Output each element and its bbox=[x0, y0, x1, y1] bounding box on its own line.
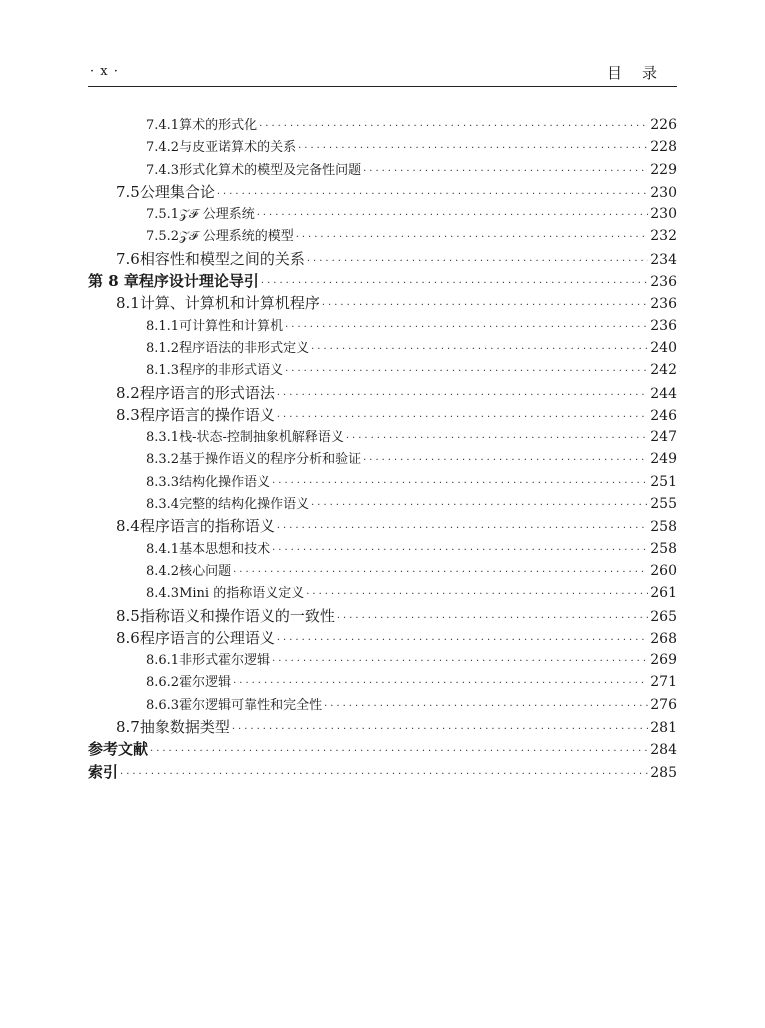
toc-entry-title: 霍尔逻辑可靠性和完全性 bbox=[179, 697, 323, 713]
toc-entry[interactable] bbox=[88, 627, 677, 649]
toc-entry-page: 281 bbox=[650, 720, 677, 737]
toc-entry[interactable] bbox=[88, 493, 677, 515]
toc-entry-page: 242 bbox=[650, 362, 677, 379]
table-of-contents bbox=[88, 114, 677, 783]
toc-entry[interactable] bbox=[88, 448, 677, 470]
toc-entry-page: 271 bbox=[650, 674, 677, 691]
toc-entry-page: 276 bbox=[650, 696, 677, 713]
toc-entry-page: 265 bbox=[650, 608, 677, 625]
toc-entry-title: 𝒵ℱ 公理系统的模型 bbox=[179, 229, 294, 245]
toc-entry[interactable] bbox=[88, 225, 677, 247]
toc-entry-number: 7.4.3 bbox=[146, 162, 180, 178]
leader-dots bbox=[277, 390, 648, 401]
toc-entry-page: 232 bbox=[650, 228, 677, 245]
leader-dots bbox=[311, 500, 648, 511]
toc-entry-page: 246 bbox=[650, 407, 677, 424]
toc-entry-title: 𝒵ℱ 公理系统 bbox=[179, 207, 255, 223]
toc-entry-page: 268 bbox=[650, 630, 677, 647]
toc-entry[interactable] bbox=[88, 426, 677, 448]
toc-entry-number: 8.3 bbox=[116, 405, 140, 424]
leader-dots bbox=[277, 412, 648, 423]
toc-entry-page: 236 bbox=[650, 317, 677, 334]
toc-entry-title: 算术的形式化 bbox=[179, 118, 258, 133]
toc-chapter-title: 程序设计理论导引 bbox=[138, 272, 259, 291]
leader-dots bbox=[150, 746, 648, 757]
toc-entry-number: 8.1.1 bbox=[146, 318, 180, 334]
toc-entry-page: 255 bbox=[650, 496, 677, 513]
toc-entry-title: 程序的非形式语义 bbox=[179, 363, 284, 379]
toc-entry[interactable] bbox=[88, 515, 677, 537]
toc-entry-page: 260 bbox=[650, 562, 677, 579]
toc-entry[interactable] bbox=[88, 538, 677, 560]
toc-entry[interactable] bbox=[88, 159, 677, 181]
toc-entry-page: 244 bbox=[650, 385, 677, 402]
leader-dots bbox=[272, 478, 648, 489]
leader-dots bbox=[298, 143, 648, 154]
toc-entry-title: 栈-状态-控制抽象机解释语义 bbox=[179, 430, 344, 446]
toc-entry-number: 8.1.2 bbox=[146, 340, 180, 356]
toc-entry-number: 8.6.1 bbox=[146, 653, 180, 669]
leader-dots bbox=[120, 769, 648, 780]
toc-entry-page: 258 bbox=[650, 540, 677, 557]
leader-dots bbox=[311, 344, 648, 355]
toc-backmatter-entry[interactable] bbox=[88, 738, 677, 760]
toc-entry[interactable] bbox=[88, 716, 677, 738]
leader-dots bbox=[363, 455, 648, 466]
toc-entry-number: 8.3.4 bbox=[146, 497, 180, 513]
toc-entry-number: 8.4.2 bbox=[146, 563, 180, 579]
toc-entry[interactable] bbox=[88, 337, 677, 359]
leader-dots bbox=[306, 589, 648, 600]
toc-entry-page: 226 bbox=[650, 117, 677, 133]
toc-entry-page: 258 bbox=[650, 519, 677, 536]
toc-entry[interactable] bbox=[88, 649, 677, 671]
toc-entry-page: 247 bbox=[650, 429, 677, 446]
leader-dots bbox=[217, 189, 648, 200]
leader-dots bbox=[285, 366, 648, 377]
toc-entry[interactable] bbox=[88, 136, 677, 158]
toc-entry-number: 7.4.1 bbox=[146, 118, 180, 133]
leader-dots bbox=[233, 678, 648, 689]
toc-entry[interactable] bbox=[88, 560, 677, 582]
toc-entry[interactable] bbox=[88, 605, 677, 627]
toc-entry-number: 8.1.3 bbox=[146, 363, 180, 379]
leader-dots bbox=[257, 210, 649, 221]
toc-entry-number: 8.1 bbox=[116, 294, 140, 313]
leader-dots bbox=[307, 256, 648, 267]
toc-entry-page: 230 bbox=[650, 206, 677, 223]
leader-dots bbox=[272, 656, 648, 667]
toc-entry-number: 8.3.3 bbox=[146, 474, 180, 490]
running-header-page-number: · x · bbox=[90, 64, 119, 79]
toc-entry[interactable] bbox=[88, 114, 677, 136]
toc-entry-page: 229 bbox=[650, 161, 677, 178]
leader-dots bbox=[285, 322, 648, 333]
toc-entry-page: 236 bbox=[650, 296, 677, 313]
toc-entry[interactable] bbox=[88, 315, 677, 337]
leader-dots bbox=[272, 545, 648, 556]
toc-entry-page: 240 bbox=[650, 339, 677, 356]
leader-dots bbox=[322, 300, 648, 311]
toc-entry-page: 269 bbox=[650, 652, 677, 669]
toc-entry-number: 7.4.2 bbox=[146, 140, 180, 156]
toc-entry-title: 基于操作语义的程序分析和验证 bbox=[179, 452, 362, 468]
toc-entry-page: 261 bbox=[650, 585, 677, 602]
toc-entry-number: 8.6 bbox=[116, 628, 140, 647]
toc-entry-page: 236 bbox=[650, 274, 677, 291]
toc-entry[interactable] bbox=[88, 694, 677, 716]
toc-entry-title: 指称语义和操作语义的一致性 bbox=[139, 606, 335, 625]
toc-entry-number: 7.5.1 bbox=[146, 207, 180, 223]
toc-entry-title: 形式化算术的模型及完备性问题 bbox=[179, 162, 362, 178]
toc-entry[interactable] bbox=[88, 359, 677, 381]
toc-entry-page: 285 bbox=[650, 764, 677, 781]
toc-entry[interactable] bbox=[88, 181, 677, 203]
toc-entry-number: 7.5 bbox=[116, 182, 140, 201]
toc-entry-title: 基本思想和技术 bbox=[179, 541, 271, 557]
toc-entry-title: 可计算性和计算机 bbox=[179, 318, 284, 334]
toc-entry-number: 8.4.3 bbox=[146, 586, 180, 602]
toc-entry-title: 结构化操作语义 bbox=[179, 474, 271, 490]
toc-entry-page: 228 bbox=[650, 139, 677, 156]
toc-entry-title: 完整的结构化操作语义 bbox=[179, 497, 310, 513]
toc-entry[interactable] bbox=[88, 404, 677, 426]
leader-dots bbox=[259, 121, 648, 132]
running-header-title: 目录 bbox=[606, 64, 677, 82]
leader-dots bbox=[363, 166, 648, 177]
toc-entry-number: 8.3.2 bbox=[146, 452, 180, 468]
toc-entry-title: 参考文献 bbox=[88, 740, 149, 759]
toc-chapter-number: 第 8 章 bbox=[88, 272, 139, 291]
leader-dots bbox=[346, 433, 648, 444]
toc-entry-number: 8.6.3 bbox=[146, 697, 180, 713]
toc-entry-title: 非形式霍尔逻辑 bbox=[179, 653, 271, 669]
toc-chapter-entry[interactable] bbox=[88, 270, 677, 292]
toc-entry[interactable] bbox=[88, 471, 677, 493]
toc-entry[interactable] bbox=[88, 203, 677, 225]
toc-entry-page: 251 bbox=[650, 473, 677, 490]
toc-entry-title: 相容性和模型之间的关系 bbox=[139, 249, 305, 268]
toc-entry[interactable] bbox=[88, 292, 677, 314]
toc-entry-title: 程序语言的形式语法 bbox=[139, 383, 275, 402]
toc-entry-number: 8.2 bbox=[116, 383, 140, 402]
leader-dots bbox=[277, 523, 648, 534]
toc-entry[interactable] bbox=[88, 671, 677, 693]
toc-entry-title: 霍尔逻辑 bbox=[179, 675, 232, 691]
toc-entry-number: 8.7 bbox=[116, 718, 140, 737]
toc-entry-number: 8.4.1 bbox=[146, 541, 180, 557]
toc-entry-title: 程序语言的操作语义 bbox=[139, 405, 275, 424]
toc-entry-title: 程序语言的公理语义 bbox=[139, 628, 275, 647]
toc-entry-number: 7.6 bbox=[116, 249, 140, 268]
leader-dots bbox=[296, 232, 649, 243]
toc-entry-number: 8.6.2 bbox=[146, 675, 180, 691]
toc-entry[interactable] bbox=[88, 582, 677, 604]
toc-entry-title: 公理集合论 bbox=[139, 182, 215, 201]
toc-entry-title: 核心问题 bbox=[179, 563, 232, 579]
toc-entry[interactable] bbox=[88, 382, 677, 404]
toc-entry-number: 8.4 bbox=[116, 517, 140, 536]
toc-entry-title: 计算、计算机和计算机程序 bbox=[139, 294, 320, 313]
toc-entry-page: 230 bbox=[650, 184, 677, 201]
toc-entry-title: Mini 的指称语义定义 bbox=[179, 586, 305, 602]
leader-dots bbox=[233, 567, 648, 578]
leader-dots bbox=[337, 613, 648, 624]
toc-entry-title: 程序语法的非形式定义 bbox=[179, 340, 310, 356]
leader-dots bbox=[277, 635, 648, 646]
toc-backmatter-entry[interactable] bbox=[88, 761, 677, 783]
toc-entry-number: 7.5.2 bbox=[146, 229, 180, 245]
toc-entry-page: 284 bbox=[650, 742, 677, 759]
leader-dots bbox=[261, 278, 648, 289]
leader-dots bbox=[232, 724, 648, 735]
leader-dots bbox=[324, 701, 648, 712]
toc-entry-number: 8.3.1 bbox=[146, 430, 180, 446]
toc-entry[interactable] bbox=[88, 248, 677, 270]
toc-entry-title: 与皮亚诺算术的关系 bbox=[179, 140, 297, 156]
header-rule bbox=[88, 86, 677, 87]
toc-entry-title: 抽象数据类型 bbox=[139, 718, 230, 737]
toc-entry-page: 234 bbox=[650, 251, 677, 268]
toc-entry-page: 249 bbox=[650, 451, 677, 468]
toc-entry-title: 索引 bbox=[88, 762, 119, 781]
toc-entry-number: 8.5 bbox=[116, 606, 140, 625]
toc-entry-title: 程序语言的指称语义 bbox=[139, 517, 275, 536]
